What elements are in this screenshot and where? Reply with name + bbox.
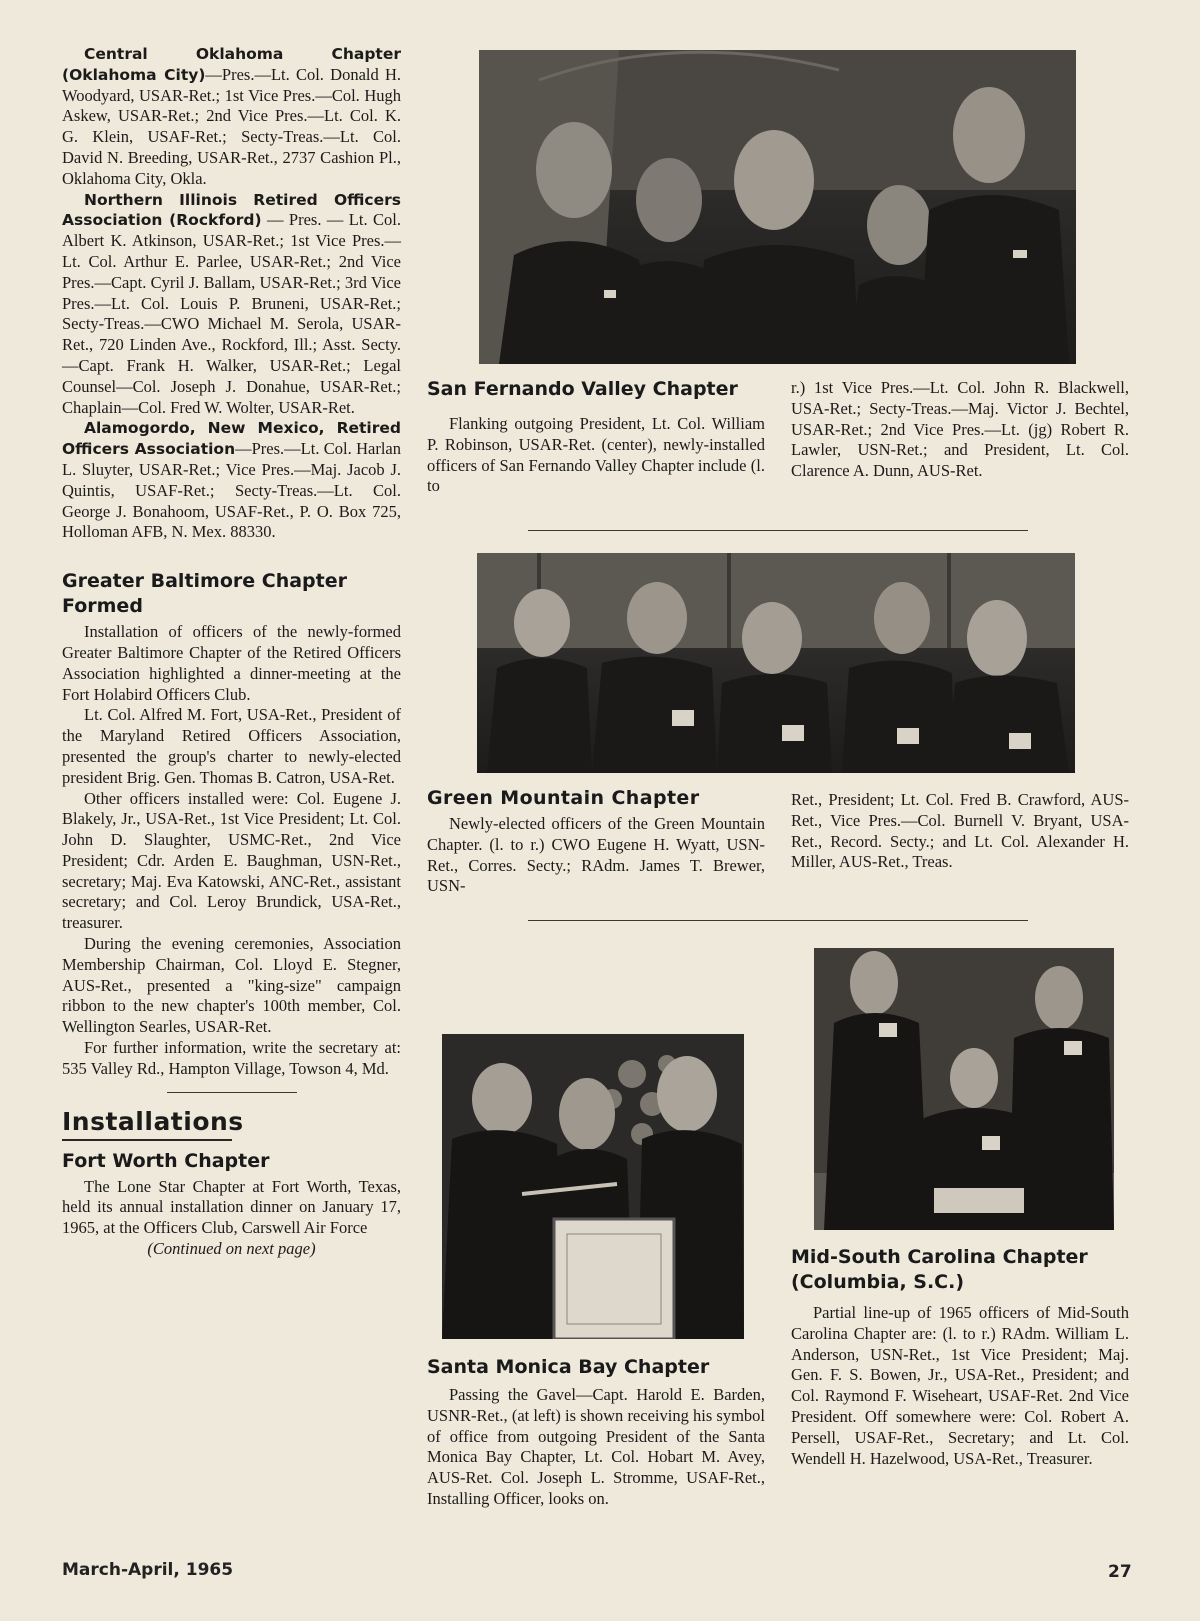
san-fernando-heading: San Fernando Valley Chapter [427, 378, 738, 400]
green-mountain-caption-a: Newly-elected officers of the Green Mountain Chapter. (l. to r.) CWO Eugene H. Wyatt, USN-Ret., Corres. Secty.; RAdm. James T. Brewer, USN- [427, 814, 765, 896]
baltimore-heading: Greater Baltimore Chapter Formed [62, 570, 347, 618]
mid-south-caption: Partial line-up of 1965 officers of Mid-South Carolina Chapter are: (l. to r.) RAdm. William L. Anderson, USN-Ret., 1st Vice President; Maj. Gen. F. S. Bowen, Jr., USA-Ret., President; and Col. Raymond F. Wiseheart, USAF-Ret. 2nd Vice President. Off somewhere were: Col. Robert A. Persell, USAF-Ret., Secretary; and Lt. Col. Wendell H. Hazelwood, USA-Ret., Treasurer. [791, 1303, 1129, 1468]
green-mountain-caption-b: Ret., President; Lt. Col. Fred B. Crawford, AUS-Ret., Vice Pres.—Col. Burnell V. Bryant, USA-Ret., Record. Secty.; and Lt. Col. Alexander H. Miller, AUS-Ret., Treas. [791, 790, 1129, 872]
central-oklahoma-officers: —Pres.—Lt. Col. Donald H. Woodyard, USAR-Ret.; 1st Vice Pres.—Col. Hugh Askew, USAR-Ret.; 2nd Vice Pres.—Lt. Col. K. G. Klein, USAF-Ret.; Secty-Treas.—Lt. Col. David N. Breeding, USAR-Ret., 2737 Cashion Pl., Oklahoma City, Okla. [62, 64, 401, 188]
alamogordo-name: Alamogordo, New Mexico, Retired Officers Association [62, 419, 401, 459]
left-column [62, 44, 401, 1260]
continued-note: (Continued on next page) [147, 1239, 316, 1259]
alamogordo-entry [62, 418, 401, 543]
divider-2 [528, 920, 1028, 921]
fort-worth-heading: Fort Worth Chapter [62, 1149, 270, 1172]
santa-monica-heading: Santa Monica Bay Chapter [427, 1356, 710, 1378]
mid-south-heading: Mid-South Carolina Chapter (Columbia, S.C.) [791, 1246, 1088, 1293]
baltimore-paragraph-3: Other officers installed were: Col. Eugene J. Blakely, Jr., USA-Ret., 1st Vice President; Lt. Col. John D. Slaughter, USMC-Ret., 2nd Vice President; Cdr. Arden E. Baughman, USN-Ret., secretary; Maj. Eva Katowski, ANC-Ret., assistant secretary; and Col. Leroy Brundick, USA-Ret., treasurer. [62, 788, 401, 933]
mid-south-photo [814, 948, 1114, 1230]
santa-monica-photo [442, 1034, 744, 1339]
san-fernando-caption-b: r.) 1st Vice Pres.—Lt. Col. John R. Blackwell, USA-Ret.; Secty-Treas.—Maj. Victor J. Bechtel, USAR-Ret.; 2nd Vice Pres.—Lt. (jg) Robert R. Lawler, USN-Ret.; and President, Lt. Col. Clarence A. Dunn, AUS-Ret. [791, 378, 1129, 481]
northern-illinois-officers: — Pres. — Lt. Col. Albert K. Atkinson, USAR-Ret.; 1st Vice Pres.—Lt. Col. Arthur E. Parlee, USAR-Ret.; 2nd Vice Pres.—Capt. Cyril J. Ballam, USAR-Ret.; 3rd Vice Pres.—Lt. Col. Louis P. Bruneni, USAR-Ret.; Secty-Treas.—CWO Michael M. Serola, USAR-Ret., 720 Linden Ave., Rockford, Ill.; Asst. Secty.—Capt. Frank H. Walker, USAR-Ret.; Legal Counsel—Col. Joseph J. Donahue, USAR-Ret.; Chaplain—Col. Fred W. Wolter, USAR-Ret. [62, 210, 401, 417]
central-oklahoma-name: Central Oklahoma Chapter (Oklahoma City) [62, 45, 401, 84]
baltimore-paragraph-1: Installation of officers of the newly-formed Greater Baltimore Chapter of the Retired Officers Association highlighted a dinner-meeting at the Fort Holabird Officers Club. [62, 622, 401, 704]
northern-illinois-name: Northern Illinois Retired Officers Association (Rockford) [62, 190, 401, 230]
section-divider [167, 1092, 297, 1093]
alamogordo-officers: —Pres.—Lt. Col. Harlan L. Sluyter, USAR-Ret.; Vice Pres.—Maj. Jacob J. Quintis, USAF-Ret.; Secty-Treas.—Lt. Col. George J. Bonahoom, USAF-Ret., P. O. Box 725, Holloman AFB, N. Mex. 88330. [62, 439, 401, 542]
issue-date: March-April, 1965 [62, 1560, 234, 1580]
baltimore-paragraph-2: Lt. Col. Alfred M. Fort, USA-Ret., President of the Maryland Retired Officers Association, presented the group's charter to newly-elected president Brig. Gen. Thomas B. Catron, USA-Ret. [62, 705, 401, 787]
divider-1 [528, 530, 1028, 531]
santa-monica-caption: Passing the Gavel—Capt. Harold E. Barden, USNR-Ret., (at left) is shown receiving his symbol of office from outgoing President of the Santa Monica Bay Chapter, Lt. Col. Hobart M. Avey, AUS-Ret. Col. Joseph L. Stromme, USAF-Ret., Installing Officer, looks on. [427, 1385, 765, 1508]
northern-illinois-entry [62, 190, 401, 419]
page-number: 27 [1108, 1562, 1132, 1582]
central-oklahoma-entry [62, 44, 401, 190]
baltimore-paragraph-5: For further information, write the secretary at: 535 Valley Rd., Hampton Village, Towson 4, Md. [62, 1038, 401, 1078]
installations-underline [62, 1139, 232, 1141]
green-mountain-photo [477, 553, 1075, 773]
green-mountain-heading: Green Mountain Chapter [427, 787, 700, 809]
san-fernando-caption-a: Flanking outgoing President, Lt. Col. William P. Robinson, USAR-Ret. (center), newly-installed officers of San Fernando Valley Chapter include (l. to [427, 414, 765, 496]
installations-heading: Installations [62, 1106, 244, 1136]
fort-worth-text: The Lone Star Chapter at Fort Worth, Texas, held its annual installation dinner on January 17, 1965, at the Officers Club, Carswell Air Force [62, 1176, 401, 1238]
baltimore-paragraph-4: During the evening ceremonies, Association Membership Chairman, Col. Lloyd E. Stegner, AUS-Ret., presented a "king-size" campaign ribbon to the new chapter's 100th member, Col. Wellington Searles, USAR-Ret. [62, 934, 401, 1037]
san-fernando-photo [479, 50, 1076, 364]
